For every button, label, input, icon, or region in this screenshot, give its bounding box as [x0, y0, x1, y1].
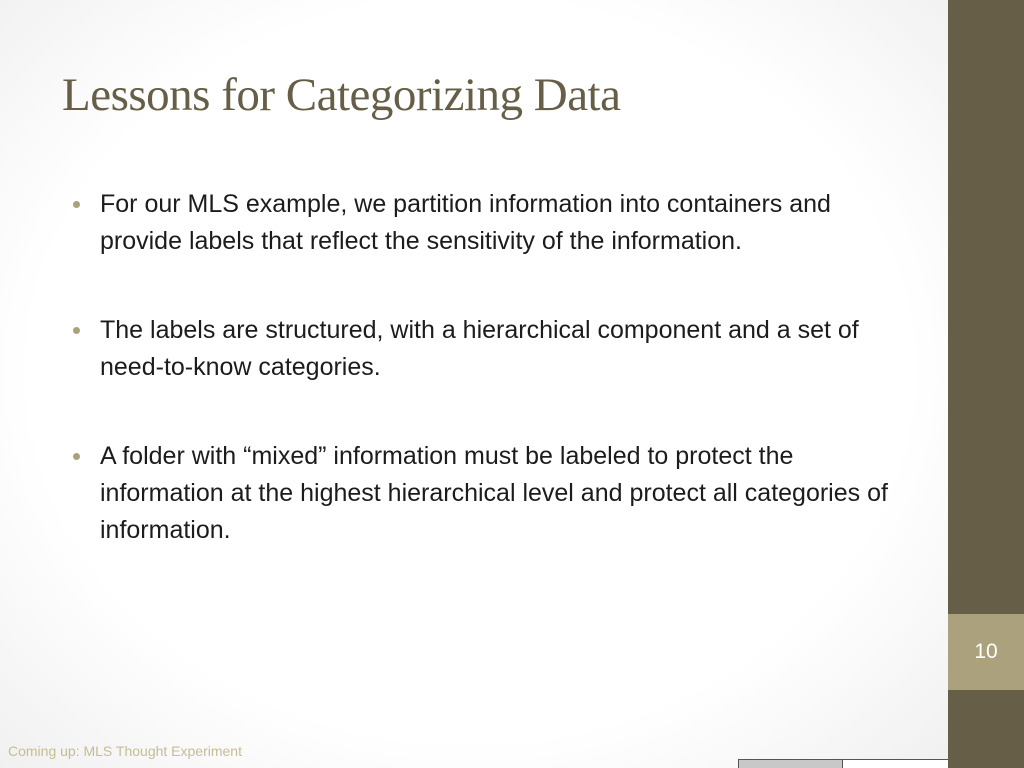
bullet-dot-icon: [73, 327, 80, 334]
bullet-text: The labels are structured, with a hierarchical component and a set of need-to-know categories.: [100, 316, 859, 381]
bullet-list: [72, 186, 902, 601]
slide-navigation-control[interactable]: [738, 759, 948, 768]
slide-title: Lessons for Categorizing Data: [62, 69, 621, 121]
bullet-dot-icon: [73, 453, 80, 460]
bullet-dot-icon: [73, 201, 80, 208]
bullet-item: [72, 312, 902, 386]
bullet-text: For our MLS example, we partition information into containers and provide labels that reflect the sensitivity of the information.: [100, 190, 831, 255]
navigation-control-handle[interactable]: [739, 760, 843, 768]
bullet-text: A folder with “mixed” information must be labeled to protect the information at the highest hierarchical level and protect all categories of information.: [100, 442, 888, 544]
page-number: 10: [974, 640, 998, 663]
bullet-item: [72, 438, 902, 549]
page-number-box: [948, 614, 1024, 690]
footer-next-link[interactable]: Coming up: MLS Thought Experiment: [8, 743, 242, 759]
bullet-item: [72, 186, 902, 260]
